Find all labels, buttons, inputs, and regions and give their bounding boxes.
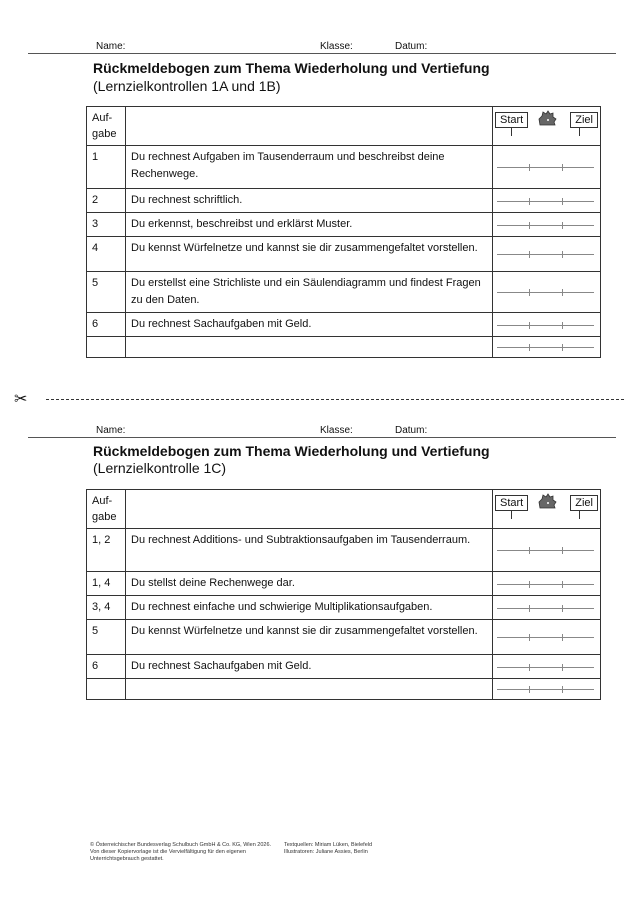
aufgabe-header: Auf- gabe	[87, 107, 126, 146]
table-row	[87, 655, 601, 679]
datum-label: Datum:	[395, 41, 428, 52]
sheet2-table	[86, 489, 601, 700]
table-header-row	[87, 107, 601, 146]
footer-credits: Textquellen: Miriam Lüken, Bielefeld Illustratoren: Juliane Assies, Berlin	[284, 842, 373, 855]
ziel-flag: Ziel	[570, 495, 598, 511]
sheet1-table	[86, 106, 601, 358]
table-row	[87, 237, 601, 272]
table-row	[87, 213, 601, 237]
task-number	[87, 337, 126, 358]
task-number: 1	[87, 146, 126, 189]
task-description: Du erstellst eine Strichliste und ein Säulendiagramm und findest Fragen zu den Daten.	[126, 272, 493, 313]
start-flag: Start	[495, 495, 528, 511]
task-number: 1, 2	[87, 529, 126, 572]
task-description: Du rechnest Additions- und Subtraktionsaufgaben im Tausenderraum.	[126, 529, 493, 572]
progress-scale[interactable]	[493, 189, 601, 213]
datum-label: Datum:	[395, 425, 428, 436]
aufgabe-header: Auf- gabe	[87, 490, 126, 529]
sheet1-subtitle: (Lernzielkontrollen 1A und 1B)	[93, 78, 281, 94]
sheet2-subtitle: (Lernzielkontrolle 1C)	[93, 460, 227, 476]
klasse-label: Klasse:	[320, 41, 353, 52]
table-row	[87, 596, 601, 620]
klasse-label: Klasse:	[320, 425, 353, 436]
sheet2-title: Rückmeldebogen zum Thema Wiederholung und Vertiefung	[93, 443, 490, 459]
progress-scale[interactable]	[493, 679, 601, 700]
progress-scale[interactable]	[493, 313, 601, 337]
task-description	[126, 679, 493, 700]
task-number: 3, 4	[87, 596, 126, 620]
task-description: Du stellst deine Rechenwege dar.	[126, 572, 493, 596]
start-flag: Start	[495, 112, 528, 128]
name-label: Name:	[96, 425, 126, 436]
task-description: Du kennst Würfelnetze und kannst sie dir zusammengefaltet vorstellen.	[126, 620, 493, 655]
progress-header	[493, 107, 601, 146]
table-row	[87, 529, 601, 572]
header-rule	[28, 53, 616, 54]
table-row	[87, 679, 601, 700]
description-header	[126, 490, 493, 529]
progress-scale[interactable]	[493, 146, 601, 189]
progress-scale[interactable]	[493, 655, 601, 679]
task-number: 5	[87, 620, 126, 655]
task-description: Du erkennst, beschreibst und erklärst Muster.	[126, 213, 493, 237]
task-number: 4	[87, 237, 126, 272]
progress-scale[interactable]	[493, 596, 601, 620]
task-description: Du rechnest Sachaufgaben mit Geld.	[126, 313, 493, 337]
footer-copyright: © Österreichischer Bundesverlag Schulbuch GmbH & Co. KG, Wien 2026. Von dieser Kopiervorlage ist die Vervielfältigung für den eigenen Unterrichtsgebrauch gestattet.	[90, 842, 272, 862]
header-rule	[28, 437, 616, 438]
progress-header	[493, 490, 601, 529]
progress-scale[interactable]	[493, 529, 601, 572]
name-label: Name:	[96, 41, 126, 52]
task-description	[126, 337, 493, 358]
ziel-flag: Ziel	[570, 112, 598, 128]
task-number: 1, 4	[87, 572, 126, 596]
table-header-row	[87, 490, 601, 529]
sheet1-title: Rückmeldebogen zum Thema Wiederholung und Vertiefung	[93, 60, 490, 76]
table-row	[87, 337, 601, 358]
table-row	[87, 189, 601, 213]
task-number: 6	[87, 313, 126, 337]
progress-scale[interactable]	[493, 337, 601, 358]
task-number: 3	[87, 213, 126, 237]
hedgehog-icon	[537, 110, 557, 128]
table-row	[87, 313, 601, 337]
task-description: Du rechnest einfache und schwierige Multiplikationsaufgaben.	[126, 596, 493, 620]
table-row	[87, 572, 601, 596]
task-number: 5	[87, 272, 126, 313]
progress-scale[interactable]	[493, 272, 601, 313]
task-number	[87, 679, 126, 700]
hedgehog-icon	[537, 493, 557, 511]
task-number: 6	[87, 655, 126, 679]
task-number: 2	[87, 189, 126, 213]
cut-line	[14, 389, 624, 409]
table-row	[87, 620, 601, 655]
progress-scale[interactable]	[493, 237, 601, 272]
task-description: Du kennst Würfelnetze und kannst sie dir zusammengefaltet vorstellen.	[126, 237, 493, 272]
task-description: Du rechnest schriftlich.	[126, 189, 493, 213]
task-description: Du rechnest Aufgaben im Tausenderraum und beschreibst deine Rechenwege.	[126, 146, 493, 189]
table-row	[87, 146, 601, 189]
progress-scale[interactable]	[493, 572, 601, 596]
table-row	[87, 272, 601, 313]
progress-scale[interactable]	[493, 213, 601, 237]
scissors-icon: ✂	[14, 391, 28, 408]
task-description: Du rechnest Sachaufgaben mit Geld.	[126, 655, 493, 679]
description-header	[126, 107, 493, 146]
progress-scale[interactable]	[493, 620, 601, 655]
